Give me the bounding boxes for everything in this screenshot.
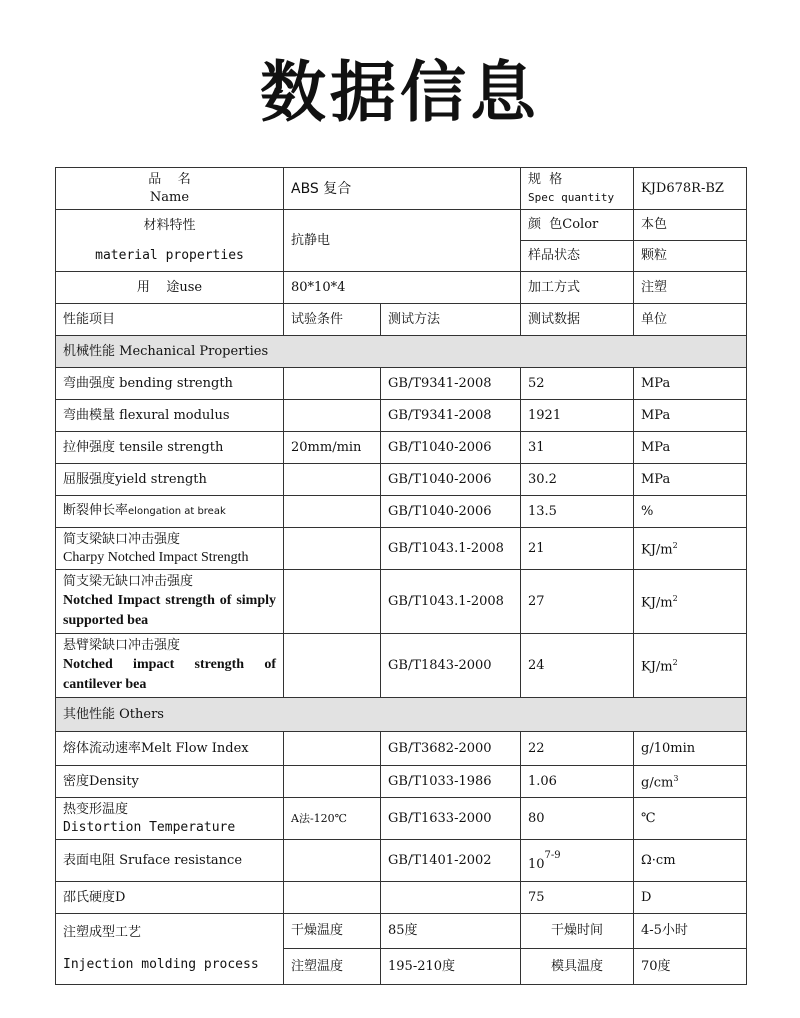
value-cell: 1.06	[521, 766, 634, 798]
unit-cell: D	[634, 882, 747, 914]
table-row	[56, 464, 747, 496]
unit-text: KJ/m	[641, 595, 673, 611]
material-label-cn: 材料特性	[143, 217, 196, 233]
item-cell: 屈服强度yield strength	[56, 464, 284, 496]
unit-text: KJ/m	[641, 542, 673, 558]
dry-time-value: 4-5小时	[634, 914, 747, 949]
table-row	[56, 570, 747, 634]
value-cell: 21	[521, 528, 634, 570]
unit-cell: g/10min	[634, 732, 747, 766]
method-cell: GB/T1843-2000	[381, 634, 521, 698]
use-label: 用 途use	[56, 272, 284, 304]
unit-cell	[634, 634, 747, 698]
table-row	[56, 528, 747, 570]
inj-temp-label: 注塑温度	[284, 949, 381, 985]
mold-temp-label: 模具温度	[521, 949, 634, 985]
condition-cell	[284, 528, 381, 570]
unit-cell: MPa	[634, 464, 747, 496]
spec-value: KJD678R-BZ	[634, 168, 747, 210]
value-cell: 80	[521, 798, 634, 840]
header-item: 性能项目	[56, 304, 284, 336]
dry-temp-value: 85度	[381, 914, 521, 949]
table-row	[56, 168, 747, 210]
method-cell: GB/T9341-2008	[381, 368, 521, 400]
condition-cell	[284, 732, 381, 766]
spec-label-cell	[521, 168, 634, 210]
page-title: 数据信息	[260, 54, 540, 131]
unit-cell: MPa	[634, 368, 747, 400]
unit-cell	[634, 570, 747, 634]
item-en: Notched Impact strength of simply supported bea	[63, 592, 276, 628]
unit-cell: ℃	[634, 798, 747, 840]
mold-temp-value: 70度	[634, 949, 747, 985]
condition-cell: A法-120℃	[284, 798, 381, 840]
table-row	[56, 732, 747, 766]
value-cell: 31	[521, 432, 634, 464]
method-cell: GB/T1033-1986	[381, 766, 521, 798]
condition-cell	[284, 840, 381, 882]
header-unit: 单位	[634, 304, 747, 336]
item-cell: 表面电阻 Sruface resistance	[56, 840, 284, 882]
item-cn: 断裂伸长率	[63, 503, 129, 518]
dry-temp-label: 干燥温度	[284, 914, 381, 949]
method-cell: GB/T1401-2002	[381, 840, 521, 882]
value-cell: 22	[521, 732, 634, 766]
value-cell: 52	[521, 368, 634, 400]
sample-label: 样品状态	[521, 241, 634, 272]
header-method: 测试方法	[381, 304, 521, 336]
value-cell	[521, 840, 634, 882]
table-header-row	[56, 304, 747, 336]
value-cell: 24	[521, 634, 634, 698]
table-row	[56, 496, 747, 528]
section-row	[56, 336, 747, 368]
table-row	[56, 634, 747, 698]
table-row	[56, 798, 747, 840]
sample-value: 颗粒	[634, 241, 747, 272]
molding-label-cell	[56, 914, 284, 985]
table-row	[56, 400, 747, 432]
use-value: 80*10*4	[284, 272, 521, 304]
method-cell: GB/T1040-2006	[381, 464, 521, 496]
dry-time-label: 干燥时间	[521, 914, 634, 949]
item-cell: 弯曲强度 bending strength	[56, 368, 284, 400]
name-label-cn: 品 名	[148, 171, 191, 187]
value-cell: 75	[521, 882, 634, 914]
item-cell	[56, 528, 284, 570]
item-cell	[56, 798, 284, 840]
header-value: 测试数据	[521, 304, 634, 336]
unit-cell: MPa	[634, 432, 747, 464]
table-row	[56, 882, 747, 914]
item-cn: 简支梁缺口冲击强度	[63, 531, 181, 547]
value-base: 10	[528, 857, 545, 872]
value-cell: 13.5	[521, 496, 634, 528]
condition-cell	[284, 634, 381, 698]
item-cell: 熔体流动速率Melt Flow Index	[56, 732, 284, 766]
table-row	[56, 766, 747, 798]
value-exp: 7-9	[544, 850, 561, 861]
data-table	[55, 167, 747, 985]
material-value: 抗静电	[284, 210, 521, 272]
material-label-en: material properties	[95, 247, 244, 263]
condition-cell	[284, 570, 381, 634]
table-row	[56, 840, 747, 882]
section-mechanical: 机械性能 Mechanical Properties	[56, 336, 747, 368]
section-other: 其他性能 Others	[56, 698, 747, 732]
table-row	[56, 210, 747, 241]
unit-sup: 3	[673, 774, 679, 784]
item-cn: 热变形温度	[63, 801, 129, 817]
process-label: 加工方式	[521, 272, 634, 304]
inj-temp-value: 195-210度	[381, 949, 521, 985]
header-condition: 试验条件	[284, 304, 381, 336]
unit-cell: Ω·cm	[634, 840, 747, 882]
method-cell: GB/T3682-2000	[381, 732, 521, 766]
item-cn: 简支梁无缺口冲击强度	[63, 573, 194, 589]
unit-sup: 2	[672, 658, 678, 668]
method-cell: GB/T1043.1-2008	[381, 528, 521, 570]
unit-text: g/cm	[641, 775, 674, 791]
table-row	[56, 914, 747, 949]
process-value: 注塑	[634, 272, 747, 304]
item-cell	[56, 634, 284, 698]
unit-cell	[634, 528, 747, 570]
name-value: ABS 复合	[284, 168, 521, 210]
molding-label-en: Injection molding process	[63, 957, 259, 972]
item-cell: 密度Density	[56, 766, 284, 798]
method-cell	[381, 882, 521, 914]
method-cell: GB/T9341-2008	[381, 400, 521, 432]
item-cn: 悬臂梁缺口冲击强度	[63, 637, 181, 653]
table-row	[56, 368, 747, 400]
condition-cell	[284, 882, 381, 914]
item-cell: 邵氏硬度D	[56, 882, 284, 914]
section-row	[56, 698, 747, 732]
unit-cell: MPa	[634, 400, 747, 432]
condition-cell	[284, 496, 381, 528]
value-cell: 30.2	[521, 464, 634, 496]
unit-sup: 2	[672, 541, 678, 551]
item-en: Distortion Temperature	[63, 819, 236, 835]
item-cell	[56, 570, 284, 634]
color-value: 本色	[634, 210, 747, 241]
unit-text: KJ/m	[641, 659, 673, 675]
method-cell: GB/T1040-2006	[381, 496, 521, 528]
item-cell: 弯曲模量 flexural modulus	[56, 400, 284, 432]
item-cell	[56, 496, 284, 528]
unit-sup: 2	[672, 594, 678, 604]
spec-label-en: Spec quantity	[528, 190, 615, 204]
method-cell: GB/T1040-2006	[381, 432, 521, 464]
material-label-cell	[56, 210, 284, 272]
spec-label-cn: 规 格	[528, 171, 563, 187]
method-cell: GB/T1633-2000	[381, 798, 521, 840]
table-row	[56, 272, 747, 304]
item-cell: 拉伸强度 tensile strength	[56, 432, 284, 464]
method-cell: GB/T1043.1-2008	[381, 570, 521, 634]
name-label-en: Name	[149, 189, 190, 205]
condition-cell	[284, 766, 381, 798]
condition-cell: 20mm/min	[284, 432, 381, 464]
unit-cell	[634, 766, 747, 798]
unit-cell: %	[634, 496, 747, 528]
molding-label-cn: 注塑成型工艺	[63, 925, 142, 940]
item-en: Notched impact strength of cantilever bea	[63, 656, 276, 692]
table-row	[56, 432, 747, 464]
name-label-cell	[56, 168, 284, 210]
condition-cell	[284, 464, 381, 496]
item-en: elongation at break	[128, 506, 226, 517]
item-en: Charpy Notched Impact Strength	[63, 549, 249, 565]
value-cell: 1921	[521, 400, 634, 432]
condition-cell	[284, 400, 381, 432]
color-label: 颜 色Color	[521, 210, 634, 241]
value-cell: 27	[521, 570, 634, 634]
condition-cell	[284, 368, 381, 400]
